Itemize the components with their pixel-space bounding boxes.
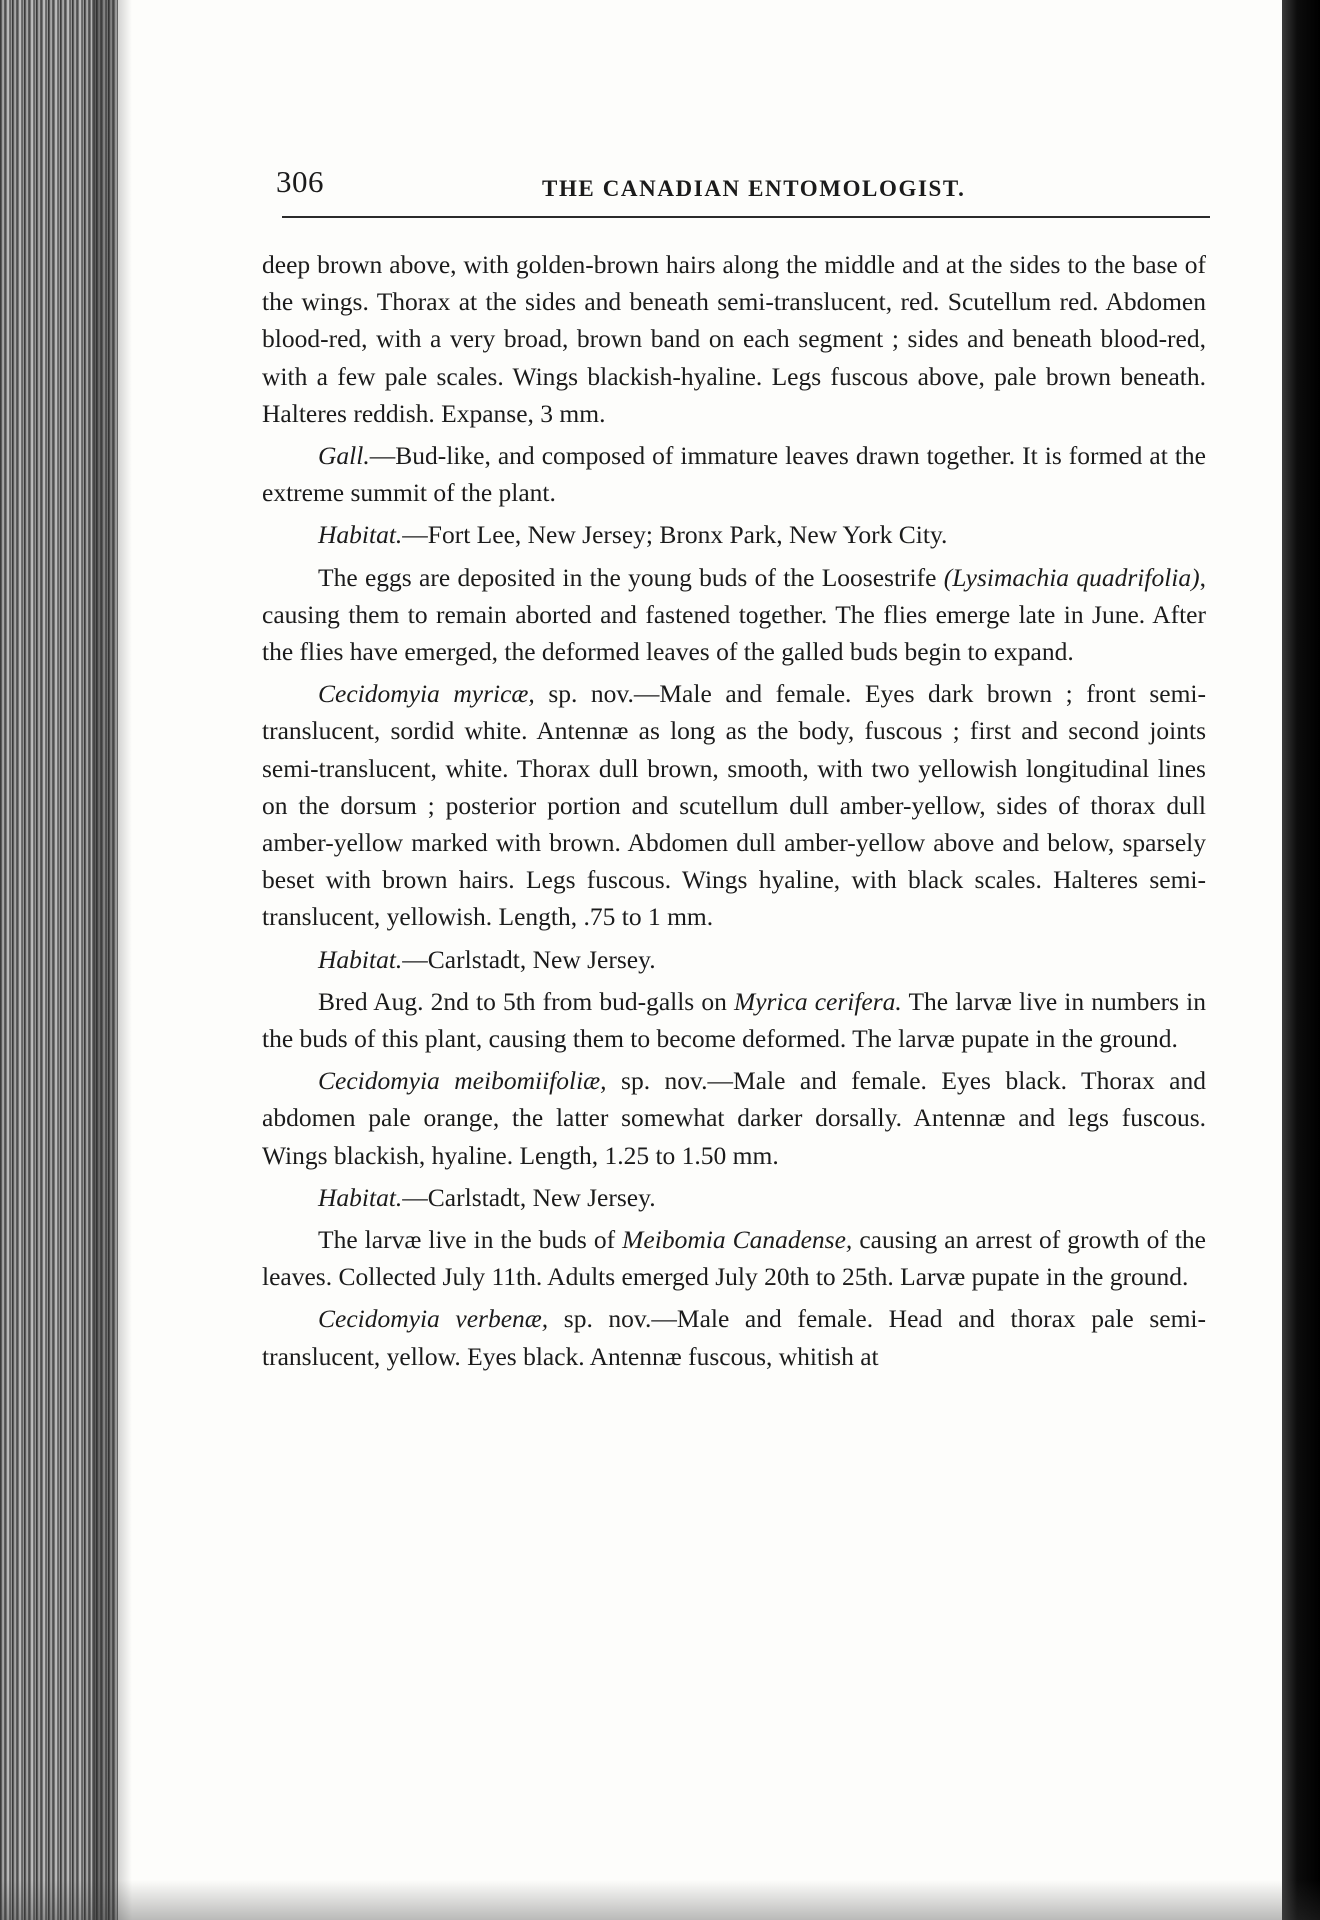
body-text — [262, 246, 1206, 1375]
paragraph-text: —Bud-like, and composed of immature leaves drawn together. It is formed at the extreme summit of the plant. — [262, 441, 1206, 508]
journal-title: THE CANADIAN ENTOMOLOGIST. — [542, 176, 966, 201]
section-label: Gall. — [318, 441, 370, 471]
paragraph-text: Bred Aug. 2nd to 5th from bud-galls on — [318, 986, 734, 1016]
paragraph-habitat — [262, 516, 1206, 553]
paragraph-text: —Carlstadt, New Jersey. — [402, 1182, 656, 1212]
paragraph-text: sp. nov.—Male and female. Eyes black. Thorax and abdomen pale orange, the latter somewhat darker dorsally. Antennæ and legs fuscous. Wings blackish, hyaline. Length, 1.25 to 1.50 mm. — [262, 1066, 1206, 1170]
paragraph-text: sp. nov.—Male and female. Eyes dark brown ; front semi-translucent, sordid white. Antennæ as long as the body, fuscous ; first and second joints semi-translucent, white. Thorax dull brown, smooth, with two yellowish longitudinal lines on the dorsum ; posterior portion and scutellum dull amber-yellow, sides of thorax dull amber-yellow marked with brown. Abdomen dull amber-yellow above and below, sparsely beset with brown hairs. Legs fuscous. Wings hyaline, with black scales. Halteres semi-translucent, yellowish. Length, .75 to 1 mm. — [262, 679, 1206, 932]
header-rule — [282, 216, 1210, 218]
species-name: Cecidomyia myricæ, — [318, 679, 535, 709]
paragraph-eggs — [262, 559, 1206, 671]
paragraph-species-myricae — [262, 675, 1206, 935]
paragraph-text: The larvæ live in numbers in the buds of this plant, causing them to become deformed. The larvæ pupate in the ground. — [262, 986, 1207, 1054]
species-name: Cecidomyia verbenæ, — [318, 1304, 549, 1334]
paragraph-text: sp. nov.—Male and female. Head and thorax pale semi-translucent, yellow. Eyes black. Antennæ fuscous, whitish at — [262, 1304, 1207, 1371]
species-name: Meibomia Canadense, — [622, 1225, 853, 1255]
species-name: (Lysimachia quadrifolia) — [943, 562, 1200, 592]
page-number: 306 — [276, 164, 324, 199]
page-edge-shadow — [1282, 0, 1320, 1920]
species-name: Myrica cerifera. — [733, 986, 902, 1016]
paragraph-continuation — [262, 246, 1206, 432]
paragraph-species-meibomiifoliae — [262, 1062, 1206, 1174]
book-page — [262, 150, 1207, 1371]
paragraph-bred — [262, 983, 1206, 1057]
paragraph-text: causing an arrest of growth of the leaves. Collected July 11th. Adults emerged July 20th to 25th. Larvæ pupate in the ground. — [262, 1225, 1206, 1292]
paragraph-text: deep brown above, with golden-brown hairs along the middle and at the sides to the base of the wings. Thorax at the sides and beneath semi-translucent, red. Scutellum red. Abdomen blood-red, with a very broad, brown band on each segment ; sides and beneath blood-red, with a few pale scales. Wings blackish-hyaline. Legs fuscous above, pale brown beneath. Halteres reddish. Expanse, 3 mm. — [262, 250, 1206, 428]
paragraph-text: —Carlstadt, New Jersey. — [402, 944, 656, 974]
species-name: Cecidomyia meibomiifoliæ, — [318, 1066, 607, 1096]
section-label: Habitat. — [318, 520, 403, 550]
paragraph-habitat — [262, 941, 1206, 978]
section-label: Habitat. — [318, 1182, 403, 1212]
paragraph-larvae — [262, 1221, 1206, 1295]
paragraph-text: , causing them to remain aborted and fastened together. The flies emerge late in June. After the flies have emerged, the deformed leaves of the galled buds begin to expand. — [262, 562, 1206, 667]
paragraph-habitat — [262, 1179, 1206, 1216]
bottom-edge-shadow — [0, 1880, 1320, 1920]
gutter-shadow — [92, 0, 132, 1920]
paragraph-species-verbenae — [262, 1300, 1206, 1374]
running-head — [262, 150, 1206, 210]
paragraph-text: The larvæ live in the buds of — [318, 1225, 623, 1255]
paragraph-text: —Fort Lee, New Jersey; Bronx Park, New York City. — [402, 520, 948, 550]
section-label: Habitat. — [318, 944, 403, 974]
paragraph-text: The eggs are deposited in the young buds of the Loosestrife — [318, 562, 944, 592]
paragraph-gall — [262, 437, 1206, 511]
